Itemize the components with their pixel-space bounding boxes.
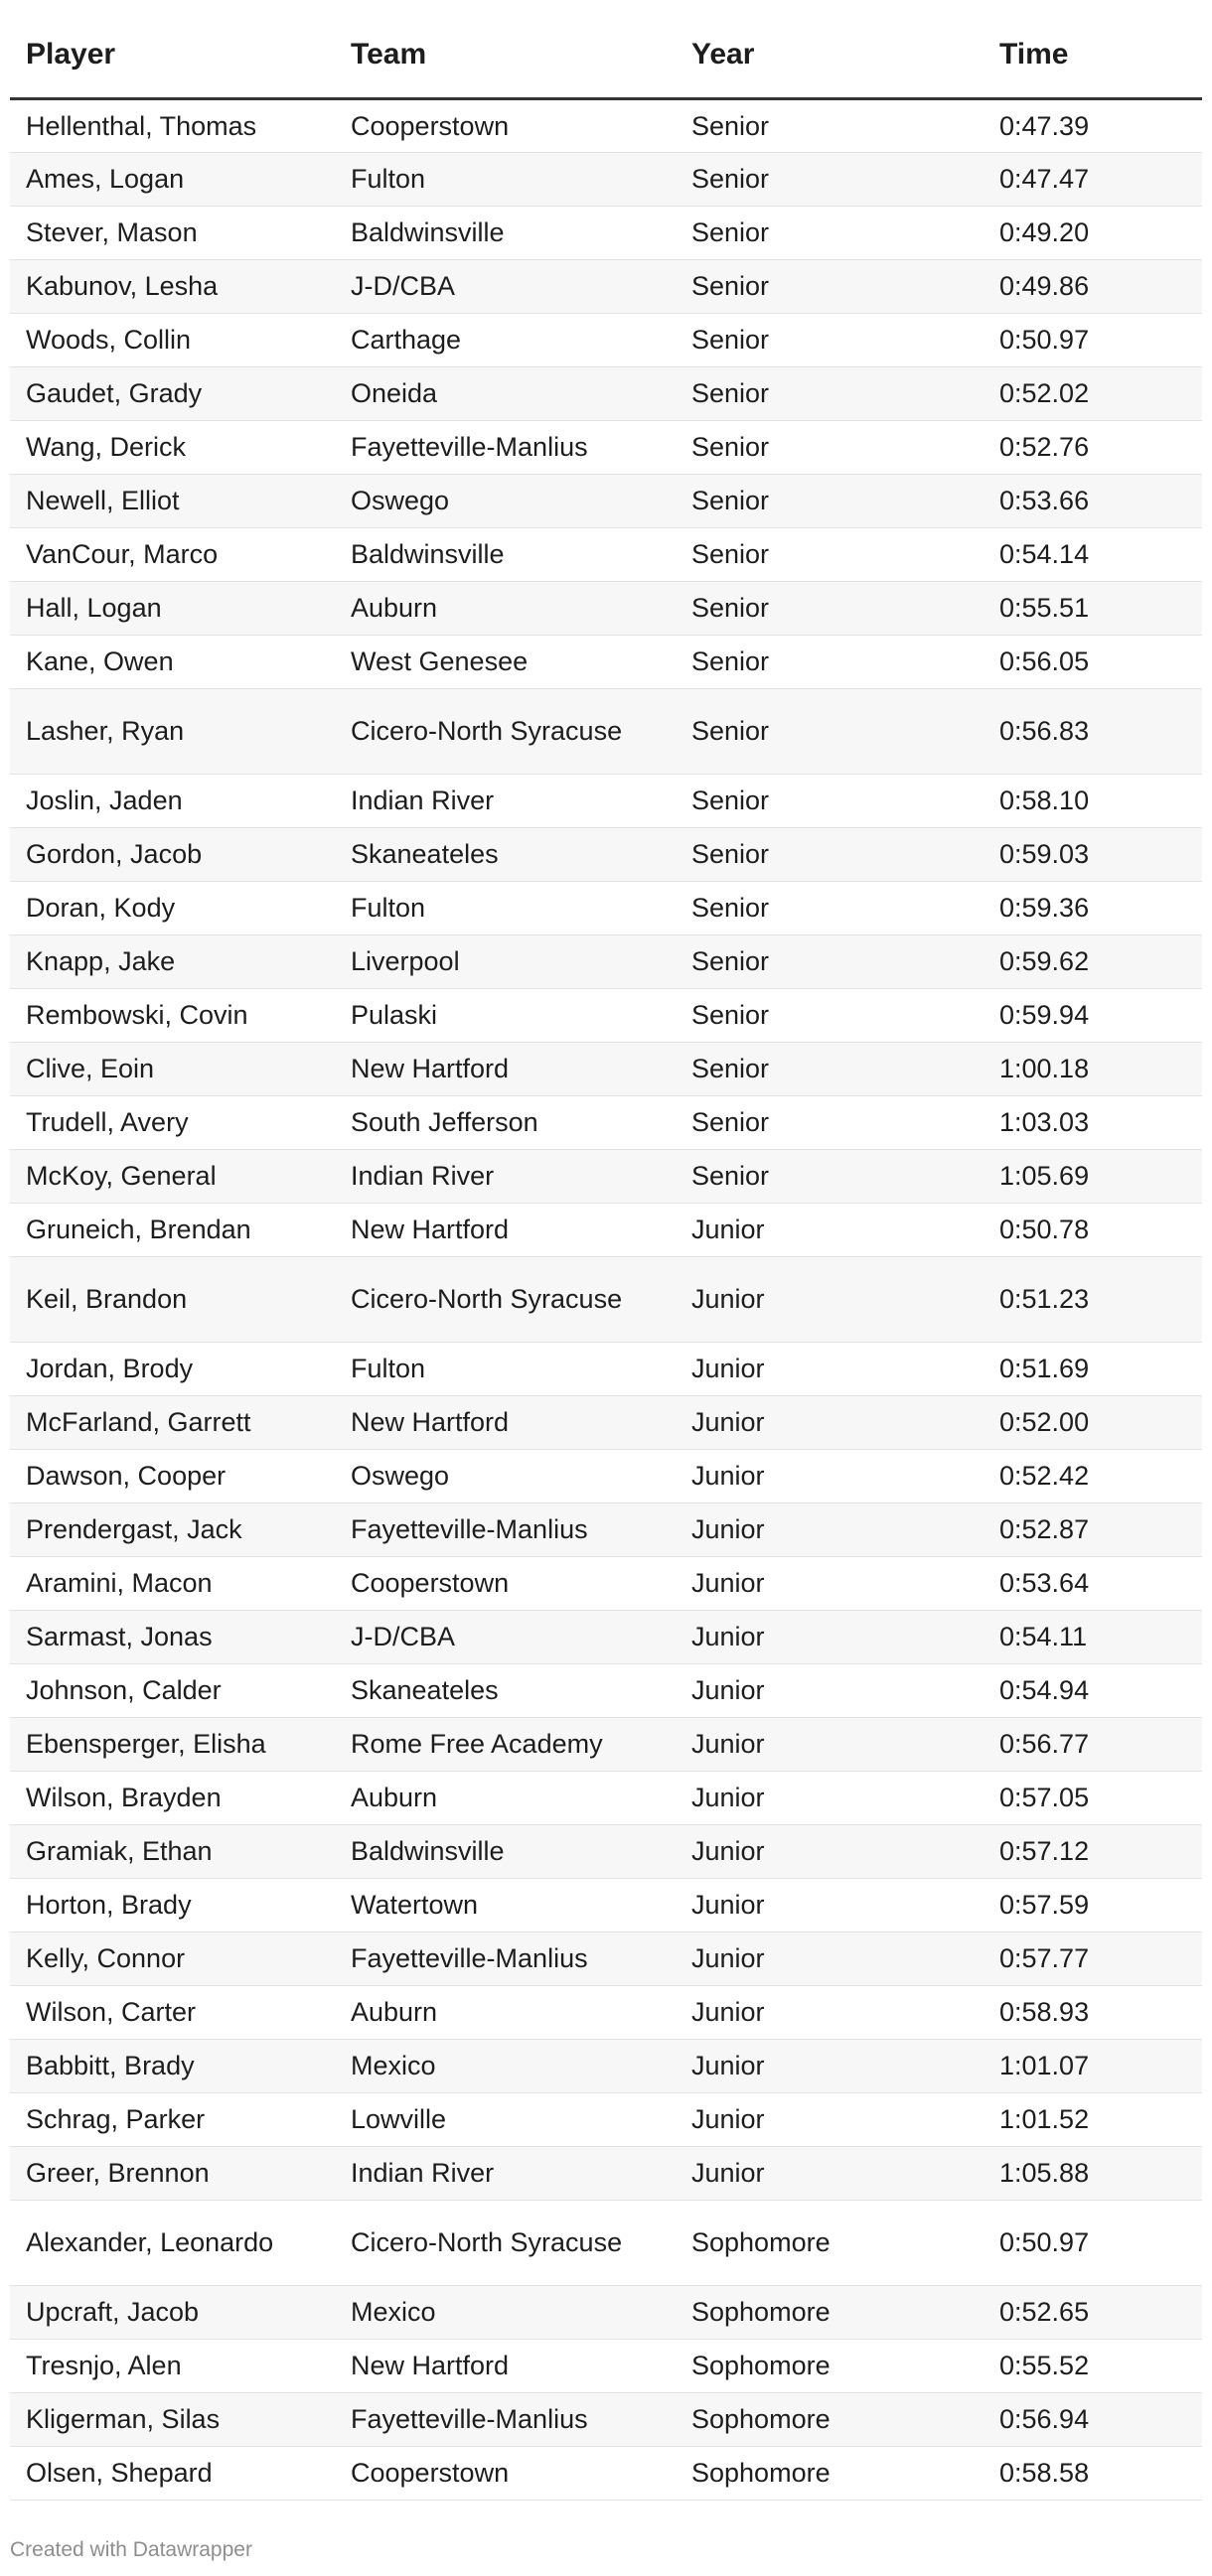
cell-player: Lasher, Ryan xyxy=(10,688,335,774)
cell-team: Cooperstown xyxy=(335,98,676,152)
cell-year: Senior xyxy=(676,313,984,366)
table-row xyxy=(10,1503,1202,1556)
table-row xyxy=(10,1771,1202,1824)
table-row xyxy=(10,635,1202,688)
cell-player: Knapp, Jake xyxy=(10,934,335,988)
cell-time: 0:50.78 xyxy=(984,1203,1202,1256)
cell-year: Junior xyxy=(676,1256,984,1342)
cell-team: Mexico xyxy=(335,2285,676,2339)
cell-player: Horton, Brady xyxy=(10,1878,335,1932)
cell-year: Senior xyxy=(676,688,984,774)
cell-team: Mexico xyxy=(335,2039,676,2092)
column-header-year[interactable]: Year xyxy=(676,0,984,98)
cell-team: Cicero-North Syracuse xyxy=(335,1256,676,1342)
cell-time: 0:55.52 xyxy=(984,2339,1202,2392)
cell-year: Sophomore xyxy=(676,2339,984,2392)
cell-year: Senior xyxy=(676,988,984,1042)
cell-time: 0:56.77 xyxy=(984,1717,1202,1771)
cell-player: Gruneich, Brendan xyxy=(10,1203,335,1256)
cell-year: Senior xyxy=(676,581,984,635)
cell-time: 1:03.03 xyxy=(984,1095,1202,1149)
table-row xyxy=(10,2146,1202,2200)
table-row xyxy=(10,1610,1202,1663)
cell-team: Skaneateles xyxy=(335,1663,676,1717)
cell-team: Fayetteville-Manlius xyxy=(335,1503,676,1556)
cell-year: Sophomore xyxy=(676,2392,984,2446)
cell-year: Senior xyxy=(676,420,984,474)
table-row xyxy=(10,1256,1202,1342)
cell-time: 0:52.65 xyxy=(984,2285,1202,2339)
table-row xyxy=(10,688,1202,774)
cell-team: Oswego xyxy=(335,1449,676,1503)
table-row xyxy=(10,152,1202,206)
cell-time: 0:49.20 xyxy=(984,206,1202,259)
table-row xyxy=(10,474,1202,527)
cell-player: Newell, Elliot xyxy=(10,474,335,527)
cell-year: Senior xyxy=(676,152,984,206)
cell-team: Rome Free Academy xyxy=(335,1717,676,1771)
cell-time: 0:50.97 xyxy=(984,313,1202,366)
table-row xyxy=(10,1449,1202,1503)
cell-team: Baldwinsville xyxy=(335,206,676,259)
cell-year: Sophomore xyxy=(676,2200,984,2285)
cell-team: Fayetteville-Manlius xyxy=(335,2392,676,2446)
cell-time: 0:49.86 xyxy=(984,259,1202,313)
header-row xyxy=(10,0,1202,98)
cell-time: 0:51.23 xyxy=(984,1256,1202,1342)
cell-player: Wilson, Brayden xyxy=(10,1771,335,1824)
cell-year: Senior xyxy=(676,98,984,152)
cell-time: 0:52.02 xyxy=(984,366,1202,420)
column-header-player[interactable]: Player xyxy=(10,0,335,98)
table-row xyxy=(10,2092,1202,2146)
table-row xyxy=(10,827,1202,881)
cell-time: 1:01.52 xyxy=(984,2092,1202,2146)
cell-year: Sophomore xyxy=(676,2446,984,2500)
cell-time: 0:52.42 xyxy=(984,1449,1202,1503)
cell-year: Sophomore xyxy=(676,2285,984,2339)
cell-team: Lowville xyxy=(335,2092,676,2146)
cell-player: McFarland, Garrett xyxy=(10,1395,335,1449)
cell-year: Junior xyxy=(676,2146,984,2200)
table-row xyxy=(10,1717,1202,1771)
cell-time: 0:53.66 xyxy=(984,474,1202,527)
cell-time: 0:57.77 xyxy=(984,1932,1202,1985)
table-row xyxy=(10,98,1202,152)
cell-team: Oswego xyxy=(335,474,676,527)
cell-year: Senior xyxy=(676,1149,984,1203)
cell-player: Joslin, Jaden xyxy=(10,774,335,827)
cell-player: Aramini, Macon xyxy=(10,1556,335,1610)
cell-player: Prendergast, Jack xyxy=(10,1503,335,1556)
cell-time: 1:01.07 xyxy=(984,2039,1202,2092)
cell-team: Cooperstown xyxy=(335,1556,676,1610)
cell-year: Senior xyxy=(676,827,984,881)
cell-year: Senior xyxy=(676,206,984,259)
cell-year: Senior xyxy=(676,635,984,688)
table-header xyxy=(10,0,1202,98)
cell-team: New Hartford xyxy=(335,1203,676,1256)
cell-time: 0:58.93 xyxy=(984,1985,1202,2039)
table-row xyxy=(10,1342,1202,1395)
cell-year: Senior xyxy=(676,527,984,581)
cell-year: Junior xyxy=(676,1663,984,1717)
table-row xyxy=(10,366,1202,420)
cell-time: 0:56.94 xyxy=(984,2392,1202,2446)
cell-player: Kelly, Connor xyxy=(10,1932,335,1985)
results-table xyxy=(10,0,1202,2501)
cell-team: Indian River xyxy=(335,2146,676,2200)
table-row xyxy=(10,1663,1202,1717)
cell-player: Johnson, Calder xyxy=(10,1663,335,1717)
cell-time: 0:52.00 xyxy=(984,1395,1202,1449)
cell-year: Junior xyxy=(676,1449,984,1503)
cell-time: 0:57.12 xyxy=(984,1824,1202,1878)
table-row xyxy=(10,2200,1202,2285)
cell-team: Fulton xyxy=(335,152,676,206)
table-row xyxy=(10,527,1202,581)
table-row xyxy=(10,1042,1202,1095)
cell-team: Fulton xyxy=(335,1342,676,1395)
cell-team: New Hartford xyxy=(335,1395,676,1449)
table-row xyxy=(10,934,1202,988)
cell-player: Kligerman, Silas xyxy=(10,2392,335,2446)
cell-player: Clive, Eoin xyxy=(10,1042,335,1095)
cell-team: Auburn xyxy=(335,1985,676,2039)
cell-year: Senior xyxy=(676,934,984,988)
cell-year: Senior xyxy=(676,1095,984,1149)
cell-team: Oneida xyxy=(335,366,676,420)
cell-team: Auburn xyxy=(335,581,676,635)
cell-player: Woods, Collin xyxy=(10,313,335,366)
cell-team: Auburn xyxy=(335,1771,676,1824)
cell-year: Junior xyxy=(676,1824,984,1878)
cell-time: 0:56.05 xyxy=(984,635,1202,688)
cell-player: Wang, Derick xyxy=(10,420,335,474)
cell-player: Alexander, Leonardo xyxy=(10,2200,335,2285)
table-row xyxy=(10,2392,1202,2446)
cell-player: Sarmast, Jonas xyxy=(10,1610,335,1663)
cell-time: 0:59.36 xyxy=(984,881,1202,934)
cell-player: Rembowski, Covin xyxy=(10,988,335,1042)
cell-team: Fayetteville-Manlius xyxy=(335,1932,676,1985)
cell-time: 0:57.59 xyxy=(984,1878,1202,1932)
cell-team: J-D/CBA xyxy=(335,259,676,313)
table-row xyxy=(10,1556,1202,1610)
cell-team: West Genesee xyxy=(335,635,676,688)
cell-player: Gaudet, Grady xyxy=(10,366,335,420)
cell-time: 0:54.14 xyxy=(984,527,1202,581)
cell-year: Senior xyxy=(676,366,984,420)
cell-year: Junior xyxy=(676,1878,984,1932)
table-row xyxy=(10,581,1202,635)
table-row xyxy=(10,2039,1202,2092)
cell-year: Senior xyxy=(676,259,984,313)
cell-year: Senior xyxy=(676,474,984,527)
cell-year: Junior xyxy=(676,1503,984,1556)
cell-time: 0:47.39 xyxy=(984,98,1202,152)
cell-team: Baldwinsville xyxy=(335,1824,676,1878)
cell-team: South Jefferson xyxy=(335,1095,676,1149)
cell-player: McKoy, General xyxy=(10,1149,335,1203)
cell-time: 0:59.03 xyxy=(984,827,1202,881)
cell-time: 0:59.94 xyxy=(984,988,1202,1042)
table-row xyxy=(10,1878,1202,1932)
table-row xyxy=(10,2285,1202,2339)
table-row xyxy=(10,259,1202,313)
cell-team: Cooperstown xyxy=(335,2446,676,2500)
table-row xyxy=(10,774,1202,827)
cell-player: Upcraft, Jacob xyxy=(10,2285,335,2339)
cell-year: Junior xyxy=(676,1771,984,1824)
cell-player: Gordon, Jacob xyxy=(10,827,335,881)
cell-team: Watertown xyxy=(335,1878,676,1932)
cell-player: VanCour, Marco xyxy=(10,527,335,581)
table-row xyxy=(10,420,1202,474)
cell-time: 0:47.47 xyxy=(984,152,1202,206)
cell-player: Keil, Brandon xyxy=(10,1256,335,1342)
cell-player: Kane, Owen xyxy=(10,635,335,688)
cell-player: Kabunov, Lesha xyxy=(10,259,335,313)
cell-time: 0:54.94 xyxy=(984,1663,1202,1717)
cell-player: Greer, Brennon xyxy=(10,2146,335,2200)
cell-time: 0:52.76 xyxy=(984,420,1202,474)
table-row xyxy=(10,1985,1202,2039)
cell-year: Junior xyxy=(676,1932,984,1985)
cell-team: Fayetteville-Manlius xyxy=(335,420,676,474)
cell-team: Indian River xyxy=(335,774,676,827)
table-body xyxy=(10,98,1202,2500)
cell-time: 0:55.51 xyxy=(984,581,1202,635)
cell-year: Junior xyxy=(676,1395,984,1449)
cell-team: New Hartford xyxy=(335,1042,676,1095)
cell-team: Carthage xyxy=(335,313,676,366)
cell-player: Hall, Logan xyxy=(10,581,335,635)
cell-team: J-D/CBA xyxy=(335,1610,676,1663)
table-row xyxy=(10,1203,1202,1256)
cell-year: Senior xyxy=(676,774,984,827)
cell-time: 0:53.64 xyxy=(984,1556,1202,1610)
cell-player: Dawson, Cooper xyxy=(10,1449,335,1503)
cell-team: Cicero-North Syracuse xyxy=(335,2200,676,2285)
cell-player: Gramiak, Ethan xyxy=(10,1824,335,1878)
cell-time: 0:54.11 xyxy=(984,1610,1202,1663)
cell-time: 1:05.88 xyxy=(984,2146,1202,2200)
cell-year: Junior xyxy=(676,1610,984,1663)
cell-player: Olsen, Shepard xyxy=(10,2446,335,2500)
table-row xyxy=(10,1395,1202,1449)
table-row xyxy=(10,2446,1202,2500)
cell-year: Junior xyxy=(676,1717,984,1771)
table-row xyxy=(10,881,1202,934)
table-row xyxy=(10,1824,1202,1878)
cell-player: Babbitt, Brady xyxy=(10,2039,335,2092)
cell-time: 0:58.10 xyxy=(984,774,1202,827)
cell-year: Junior xyxy=(676,1342,984,1395)
cell-team: Baldwinsville xyxy=(335,527,676,581)
table-row xyxy=(10,1095,1202,1149)
table-container xyxy=(10,0,1212,2501)
cell-time: 0:50.97 xyxy=(984,2200,1202,2285)
cell-team: New Hartford xyxy=(335,2339,676,2392)
cell-player: Stever, Mason xyxy=(10,206,335,259)
cell-team: Skaneateles xyxy=(335,827,676,881)
cell-player: Doran, Kody xyxy=(10,881,335,934)
cell-player: Wilson, Carter xyxy=(10,1985,335,2039)
table-row xyxy=(10,988,1202,1042)
cell-time: 0:51.69 xyxy=(984,1342,1202,1395)
cell-player: Ebensperger, Elisha xyxy=(10,1717,335,1771)
cell-year: Senior xyxy=(676,1042,984,1095)
cell-team: Cicero-North Syracuse xyxy=(335,688,676,774)
cell-year: Senior xyxy=(676,881,984,934)
column-header-time[interactable]: Time xyxy=(984,0,1202,98)
cell-team: Pulaski xyxy=(335,988,676,1042)
cell-time: 0:59.62 xyxy=(984,934,1202,988)
table-row xyxy=(10,313,1202,366)
cell-player: Schrag, Parker xyxy=(10,2092,335,2146)
cell-year: Junior xyxy=(676,2039,984,2092)
table-row xyxy=(10,1149,1202,1203)
cell-team: Indian River xyxy=(335,1149,676,1203)
cell-team: Liverpool xyxy=(335,934,676,988)
cell-time: 0:56.83 xyxy=(984,688,1202,774)
column-header-team[interactable]: Team xyxy=(335,0,676,98)
cell-player: Trudell, Avery xyxy=(10,1095,335,1149)
cell-player: Hellenthal, Thomas xyxy=(10,98,335,152)
table-row xyxy=(10,206,1202,259)
table-row xyxy=(10,2339,1202,2392)
cell-player: Ames, Logan xyxy=(10,152,335,206)
cell-time: 0:58.58 xyxy=(984,2446,1202,2500)
cell-year: Junior xyxy=(676,1985,984,2039)
cell-time: 1:00.18 xyxy=(984,1042,1202,1095)
cell-time: 0:57.05 xyxy=(984,1771,1202,1824)
cell-player: Tresnjo, Alen xyxy=(10,2339,335,2392)
cell-year: Junior xyxy=(676,1556,984,1610)
table-row xyxy=(10,1932,1202,1985)
cell-year: Junior xyxy=(676,2092,984,2146)
cell-time: 0:52.87 xyxy=(984,1503,1202,1556)
cell-player: Jordan, Brody xyxy=(10,1342,335,1395)
cell-time: 1:05.69 xyxy=(984,1149,1202,1203)
datawrapper-credit[interactable]: Created with Datawrapper xyxy=(10,2538,252,2561)
cell-year: Junior xyxy=(676,1203,984,1256)
cell-team: Fulton xyxy=(335,881,676,934)
